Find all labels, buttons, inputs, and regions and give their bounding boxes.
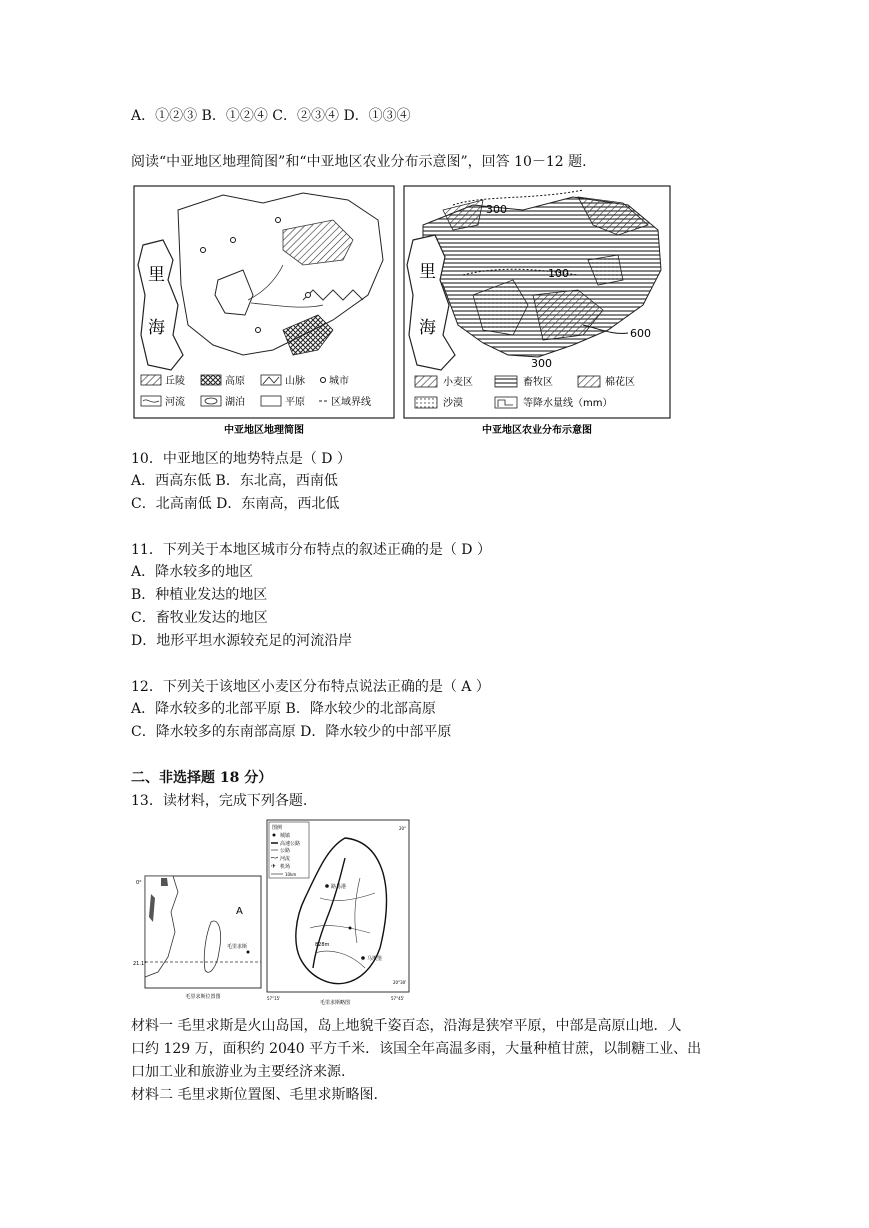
central-asia-agriculture-map <box>403 185 671 438</box>
location-lat-label: 21.1° <box>133 961 147 967</box>
material2: 材料二 毛里求斯位置图、毛里求斯略图. <box>131 1087 378 1103</box>
isoline-300-north: 300 <box>486 203 507 216</box>
detail-lon-left: 57°15' <box>267 996 281 1001</box>
q10-stem: 10．中亚地区的地势特点是（ D ） <box>131 451 351 467</box>
previous-question-options: A．①②③ B．①②④ C．②③④ D．①③④ <box>131 108 411 124</box>
detail-lat-bottom: 20°30' <box>393 980 407 985</box>
q12-options-1: A．降水较多的北部平原 B．降水较少的北部高原 <box>131 701 436 717</box>
location-lon-label: 0° <box>136 880 142 886</box>
isoline-300-south: 300 <box>531 357 552 370</box>
material1-line3: 口加工业和旅游业为主要经济来源. <box>131 1064 346 1080</box>
legend-pasture: 畜牧区 <box>523 377 553 388</box>
q13-stem: 13．读材料，完成下列各题. <box>131 793 308 809</box>
legend-isohyet: 等降水量线（mm） <box>523 398 613 409</box>
left-map-sea-label-2: 海 <box>148 318 165 338</box>
detail-city-mahebourg: 马埃堡 <box>367 956 383 962</box>
q11-option-d: D．地形平坦水源较充足的河流沿岸 <box>131 633 353 649</box>
q12-options-2: C．降水较多的东南部高原 D．降水较少的中部平原 <box>131 724 452 740</box>
q12-stem: 12．下列关于该地区小麦区分布特点说法正确的是（ A ） <box>131 679 490 695</box>
material1-line2: 口约 129 万，面积约 2040 平方千米．该国全年高温多雨，大量种植甘蔗，以制糖工业、出 <box>131 1041 702 1057</box>
q11-option-b: B．种植业发达的地区 <box>131 587 268 603</box>
legend-city: 城市 <box>329 376 349 387</box>
legend-desert: 沙漠 <box>443 398 463 409</box>
q11-stem: 11．下列关于本地区城市分布特点的叙述正确的是（ D ） <box>131 542 491 558</box>
detail-city-port-louis: 路易港 <box>331 884 347 890</box>
mauritius-detail-map <box>265 818 413 1006</box>
legend-plain: 平原 <box>285 397 305 408</box>
q11-option-a: A．降水较多的地区 <box>131 564 254 580</box>
detail-legend-town: 城镇 <box>280 833 291 839</box>
legend-cotton: 棉花区 <box>605 377 635 388</box>
airport-icon: ✈ <box>271 863 277 870</box>
right-map-sea-label-1: 里 <box>419 262 436 282</box>
q11-option-c: C．畜牧业发达的地区 <box>131 610 268 626</box>
q10-options-1: A．西高东低 B．东北高，西南低 <box>131 473 338 489</box>
legend-river: 河流 <box>165 397 185 408</box>
right-map-caption: 中亚地区农业分布示意图 <box>482 425 592 436</box>
detail-legend-airport: 机场 <box>280 864 291 870</box>
left-map-sea-label-1: 里 <box>148 265 165 285</box>
q10-options-2: C．北高南低 D．东南高，西北低 <box>131 496 340 512</box>
legend-boundary: 区域界线 <box>331 397 371 408</box>
detail-legend-highway: 高速公路 <box>280 841 301 847</box>
material1-line1: 材料一 毛里求斯是火山岛国，岛上地貌千姿百态，沿海是狭窄平原，中部是高原山地．人 <box>131 1018 682 1034</box>
detail-map-caption: 毛里求斯略图 <box>319 1000 351 1006</box>
isoline-100: 100 <box>548 267 569 280</box>
legend-hills: 丘陵 <box>165 376 185 387</box>
legend-wheat: 小麦区 <box>443 377 473 388</box>
detail-legend-road: 公路 <box>280 848 291 854</box>
detail-lon-right: 57°45' <box>391 996 405 1001</box>
legend-mountains: 山脉 <box>285 376 305 387</box>
legend-lake: 湖泊 <box>225 397 245 408</box>
detail-peak-label: 828m <box>315 942 330 948</box>
detail-legend-title: 图例 <box>272 825 283 831</box>
location-label-a: A <box>236 906 243 917</box>
left-map-caption: 中亚地区地理简图 <box>224 425 304 436</box>
detail-lat-top: 20° <box>399 826 407 831</box>
mauritius-location-map <box>133 872 265 1002</box>
detail-scale: 10km <box>285 872 297 877</box>
question-intro: 阅读“中亚地区地理简图”和“中亚地区农业分布示意图”，回答 10－12 题. <box>131 154 587 170</box>
right-map-sea-label-2: 海 <box>419 318 436 338</box>
isoline-600: 600 <box>630 327 651 340</box>
central-asia-geography-map <box>133 185 395 438</box>
legend-plateau: 高原 <box>225 376 245 387</box>
location-map-caption: 毛里求斯位置图 <box>185 994 221 1000</box>
location-city-label: 毛里求斯 <box>227 944 248 950</box>
section-heading: 二、非选择题 18 分） <box>131 770 273 786</box>
detail-legend-river: 河流 <box>280 856 291 862</box>
